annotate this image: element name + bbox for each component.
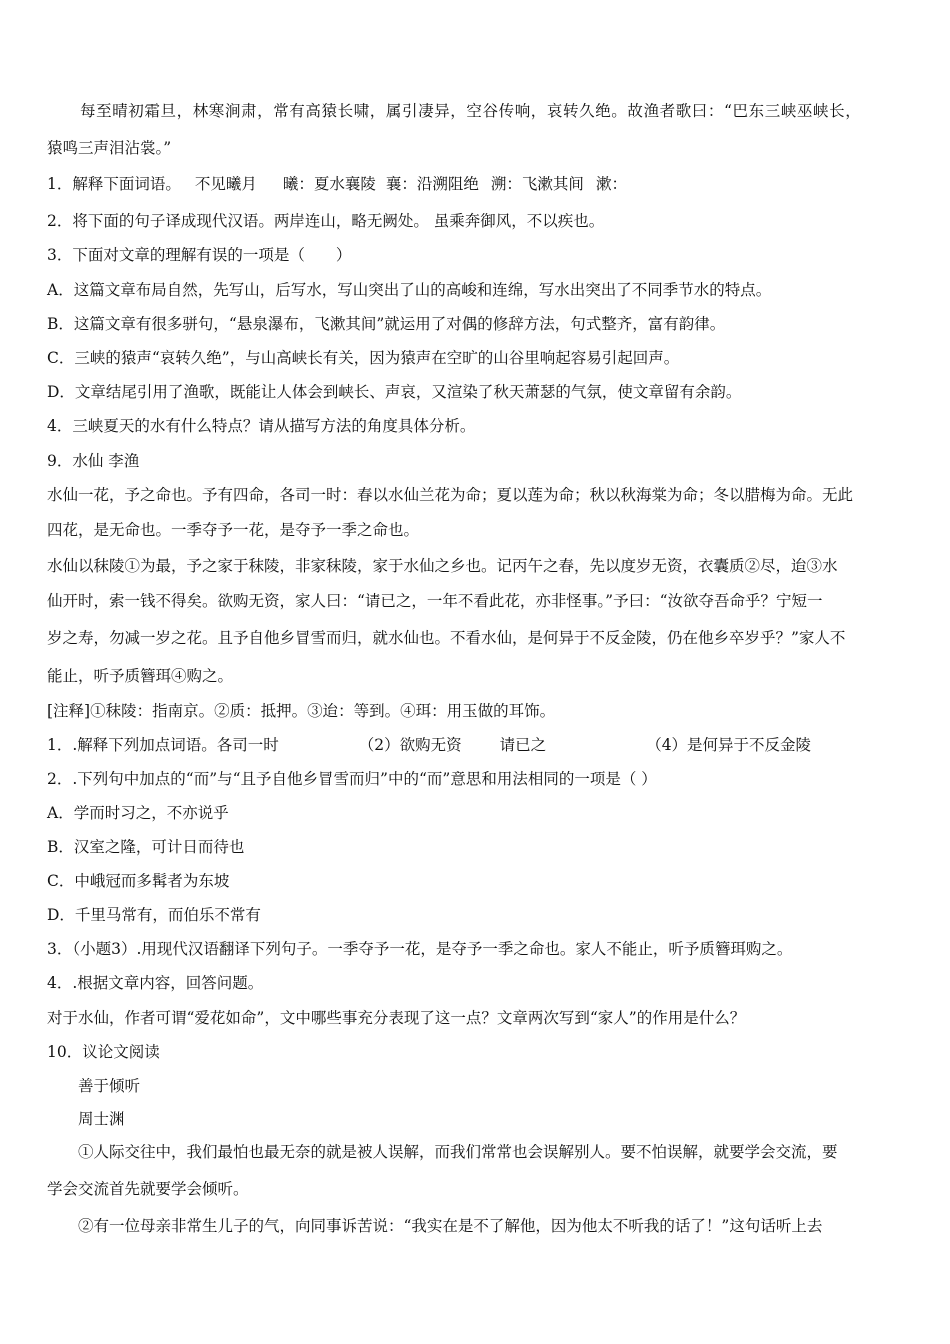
q8-4: 4．三峡夏天的水有什么特点？请从描写方法的角度具体分析。 xyxy=(47,417,476,435)
q9-2-option-c: C．中峨冠而多髯者为东坡 xyxy=(47,872,230,890)
q9-3: 3．（小题3）.用现代汉语翻译下列句子。一季夺予一花，是夺予一季之命也。家人不能止，听予质簪珥购之。 xyxy=(47,940,793,958)
essay-line: 学会交流首先就要学会倾听。 xyxy=(47,1180,249,1198)
q9-2: 2．.下列句中加点的“而”与“且予自他乡冒雪而归”中的“而”意思和用法相同的一项是（ ） xyxy=(47,770,657,788)
passage-line: 四花，是无命也。一季夺予一花，是夺予一季之命也。 xyxy=(47,521,420,539)
passage-line: 仙开时，索一钱不得矣。欲购无资，家人曰：“请已之，一年不看此花，亦非怪事。”予曰：“汝欲夺吾命乎？宁短一 xyxy=(47,592,823,610)
q9-4-question: 对于水仙，作者可谓“爱花如命”，文中哪些事充分表现了这一点？文章两次写到“家人”的作用是什么？ xyxy=(47,1009,746,1027)
q9-2-option-d: D．千里马常有，而伯乐不常有 xyxy=(47,906,261,924)
q8-1-item: 曦：夏水襄陵 xyxy=(282,175,376,193)
essay-author: 周士渊 xyxy=(78,1110,125,1128)
q9-1 xyxy=(47,734,909,756)
q10-title: 10．议论文阅读 xyxy=(47,1043,160,1061)
q9-2-option-b: B．汉室之隆，可计日而待也 xyxy=(47,838,245,856)
q9-1-part: （2）欲购无资 xyxy=(358,736,462,754)
q8-3-option-b: B．这篇文章有很多骈句，“悬泉瀑布，飞漱其间”就运用了对偶的修辞方法，句式整齐，富有韵律。 xyxy=(47,315,726,333)
passage-line: 猿鸣三声泪沾裳。” xyxy=(47,139,172,157)
q9-4: 4．.根据文章内容，回答问题。 xyxy=(47,974,264,992)
passage-line: 能止，听予质簪珥④购之。 xyxy=(47,667,234,685)
q8-1 xyxy=(47,173,909,195)
passage-line: 水仙一花，予之命也。予有四命，各司一时：春以水仙兰花为命；夏以莲为命；秋以秋海棠为命；冬以腊梅为命。无此 xyxy=(47,486,854,504)
passage-line: 水仙以秣陵①为最，予之家于秣陵，非家秣陵，家于水仙之乡也。记丙午之春，先以度岁无资，衣囊质②尽，迨③水 xyxy=(47,557,838,575)
q9-title: 9．水仙 李渔 xyxy=(47,452,140,470)
q8-3-option-c: C．三峡的猿声“哀转久绝”，与山高峡长有关，因为猿声在空旷的山谷里响起容易引起回声。 xyxy=(47,349,680,367)
q8-1-item: 溯：飞漱其间 xyxy=(490,175,584,193)
q9-2-option-a: A．学而时习之，不亦说乎 xyxy=(47,804,229,822)
q8-1-item: 漱： xyxy=(595,175,627,193)
q9-1-part: 1．.解释下列加点词语。各司一时 xyxy=(47,736,279,754)
q8-3-option-d: D．文章结尾引用了渔歌，既能让人体会到峡长、声哀，又渲染了秋天萧瑟的气氛，使文章留有余韵。 xyxy=(47,383,742,401)
q9-1-part: 请已之 xyxy=(499,736,547,754)
q8-1-prefix: 1．解释下面词语。 xyxy=(47,175,181,193)
q8-1-item: 襄：沿溯阻绝 xyxy=(385,175,479,193)
essay-line: ②有一位母亲非常生儿子的气，向同事诉苦说：“我实在是不了解他，因为他太不听我的话了！”这句话听上去 xyxy=(78,1217,823,1235)
essay-title: 善于倾听 xyxy=(78,1077,141,1095)
q8-1-item: 不见曦月 xyxy=(194,175,257,193)
annotation-note: [注释]①秣陵：指南京。②质：抵押。③迨：等到。④珥：用玉做的耳饰。 xyxy=(47,702,556,720)
q9-1-part: （4）是何异于不反金陵 xyxy=(646,736,812,754)
passage-line: 每至晴初霜旦，林寒涧肃，常有高猿长啸，属引凄异，空谷传响，哀转久绝。故渔者歌曰：“巴东三峡巫峡长， xyxy=(80,102,862,120)
essay-line: ①人际交往中，我们最怕也最无奈的就是被人误解，而我们常常也会误解别人。要不怕误解，就要学会交流，要 xyxy=(78,1143,838,1161)
passage-line: 岁之寿，勿减一岁之花。且予自他乡冒雪而归，就水仙也。不看水仙，是何异于不反金陵，仍在他乡卒岁乎？”家人不 xyxy=(47,629,846,647)
q8-2: 2．将下面的句子译成现代汉语。两岸连山，略无阙处。 虽乘奔御风，不以疾也。 xyxy=(47,212,605,230)
q8-3-option-a: A．这篇文章布局自然，先写山，后写水，写山突出了山的高峻和连绵，写水出突出了不同季节水的特点。 xyxy=(47,281,772,299)
q8-3: 3．下面对文章的理解有误的一项是（ ） xyxy=(47,246,352,264)
